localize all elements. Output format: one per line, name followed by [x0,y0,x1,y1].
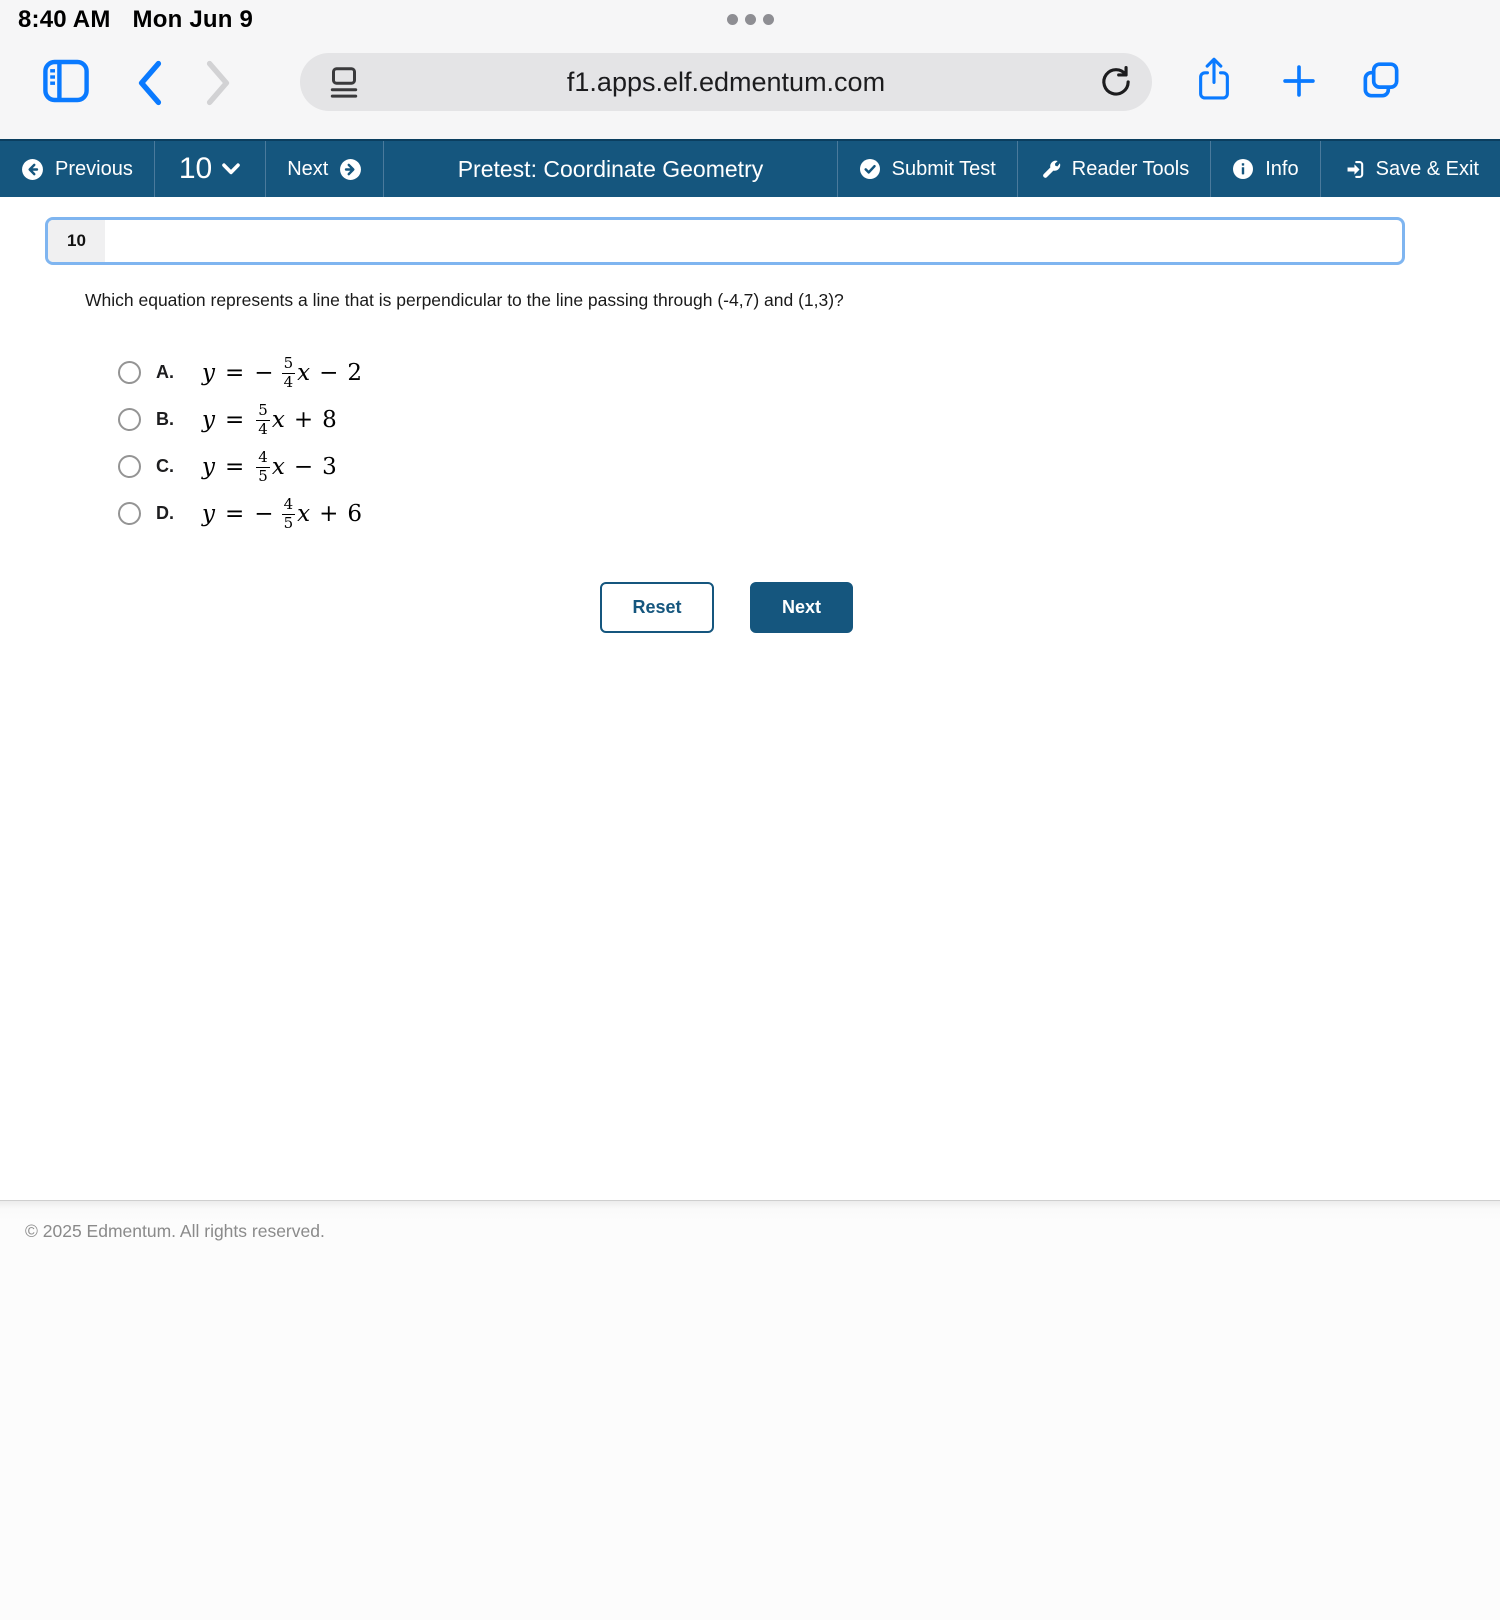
fraction: $\frac{5}{4}$ [283,354,294,391]
reader-tools-button[interactable] [1018,141,1211,197]
info-circle-icon [1232,158,1254,180]
sign-out-icon [1342,158,1365,181]
previous-circle-icon [21,158,44,181]
refresh-icon[interactable] [1098,64,1134,105]
option-equation-c: y = $\frac{4}{5}$ x − 3 [202,448,337,485]
question-panel [0,197,1500,1200]
question-select-dropdown[interactable] [155,141,266,197]
copyright-text: © 2025 Edmentum. All rights reserved. [25,1221,325,1241]
share-icon[interactable] [1196,56,1232,102]
info-button[interactable] [1211,141,1320,197]
option-equation-d: y = − $\frac{4}{5}$ x + 6 [202,495,363,532]
save-exit-button[interactable] [1321,141,1500,197]
radio-button-d[interactable] [118,502,141,525]
tabs-overview-icon[interactable] [1360,60,1402,100]
radio-button-c[interactable] [118,455,141,478]
multitask-indicator-icon[interactable] [0,14,1500,25]
option-letter-b: B. [156,409,174,429]
reset-button[interactable]: Reset [600,582,714,633]
page-footer [0,1200,1500,1620]
option-row-d [118,490,362,537]
option-letter-d: D. [156,503,174,523]
option-row-a [118,349,362,396]
next-button[interactable]: Next [750,582,853,633]
fraction: $\frac{4}{5}$ [258,448,268,485]
submit-test-button[interactable] [838,141,1018,197]
back-icon[interactable] [132,58,166,108]
previous-label: Previous [55,157,133,180]
option-letter-c: C. [156,456,174,476]
answer-options [118,349,362,537]
url-text[interactable]: f1.apps.elf.edmentum.com [566,67,886,97]
option-equation-a: y = − $\frac{5}{4}$ x − 2 [202,354,363,391]
sidebar-toggle-icon[interactable] [42,58,90,104]
option-row-b [118,396,362,443]
next-circle-icon [339,158,362,181]
radio-button-a[interactable] [118,361,141,384]
test-navbar [0,139,1500,197]
question-text: Which equation represents a line that is perpendicular to the line passing through (-4,7) and (1,3)? [85,290,844,310]
next-nav-label: Next [287,157,329,180]
new-tab-icon[interactable] [1280,62,1318,100]
forward-icon[interactable] [202,58,236,108]
submit-test-label: Submit Test [891,157,996,180]
check-circle-icon [859,158,881,180]
status-time: 8:40 AM [18,6,111,33]
reader-tools-label: Reader Tools [1071,157,1190,180]
question-number-tab: 10 [48,220,105,262]
fraction: $\frac{4}{5}$ [283,495,294,532]
wrench-icon [1039,158,1061,180]
fraction: $\frac{5}{4}$ [258,401,268,438]
chevron-down-icon [221,162,241,176]
previous-button[interactable] [0,141,155,197]
info-label: Info [1265,157,1299,180]
option-letter-a: A. [156,362,174,382]
question-number-value: 10 [178,152,213,185]
browser-chrome [0,0,1500,139]
radio-button-b[interactable] [118,408,141,431]
question-number-box [45,217,1405,265]
status-date: Mon Jun 9 [132,6,254,33]
option-equation-b: y = $\frac{5}{4}$ x + 8 [202,401,337,438]
test-title: Pretest: Coordinate Geometry [384,141,837,197]
next-nav-button[interactable] [266,141,384,197]
action-buttons [600,582,853,633]
option-row-c [118,443,362,490]
address-bar[interactable] [300,53,1152,111]
save-exit-label: Save & Exit [1375,157,1479,180]
